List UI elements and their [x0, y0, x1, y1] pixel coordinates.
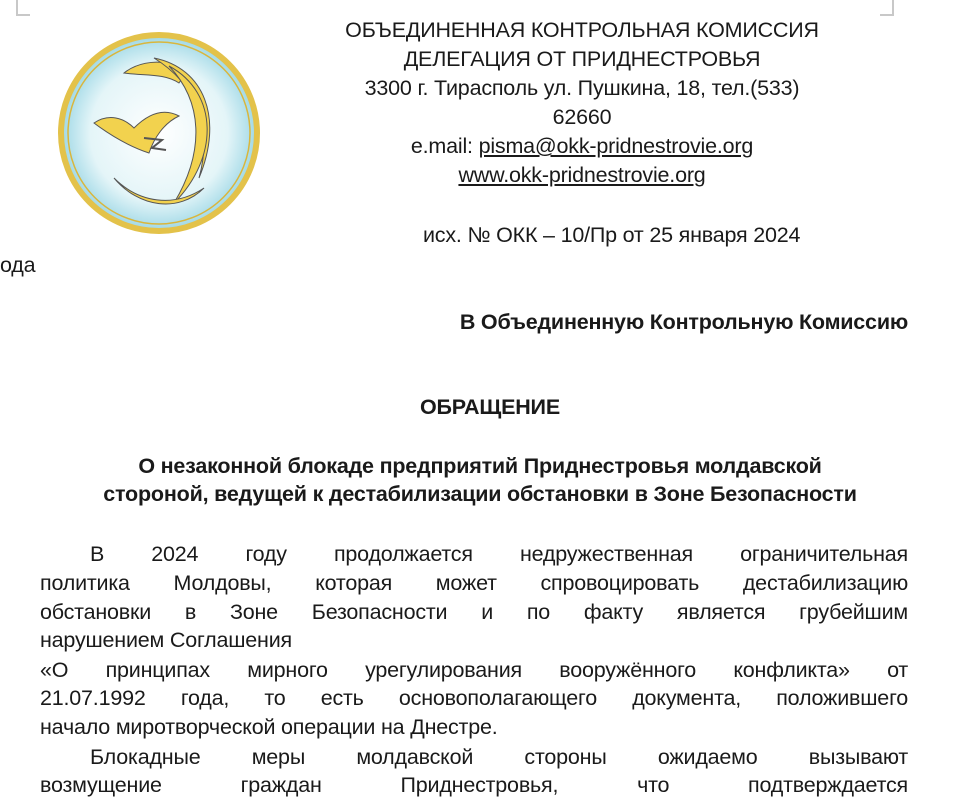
- email-line: [300, 132, 864, 160]
- email-link[interactable]: pisma@okk-pridnestrovie.org: [478, 134, 754, 158]
- addressee: В Объединенную Контрольную Комиссию: [459, 310, 908, 334]
- body-line: «О принципах мирного урегулирования вооружённого конфликта» от: [40, 658, 908, 682]
- reference-number-wrap: ода: [0, 253, 36, 277]
- body-line: Блокадные меры молдавской стороны ожидаемо вызывают: [90, 745, 908, 769]
- body-line: возмущение граждан Приднестровья, что подтверждается: [40, 773, 908, 797]
- website-link[interactable]: www.okk-pridnestrovie.org: [458, 163, 706, 187]
- body-line: нарушением Соглашения: [40, 628, 292, 652]
- okk-logo: [54, 28, 264, 238]
- reference-number: исх. № ОКК – 10/Пр от 25 января 2024: [423, 223, 801, 247]
- body-line: обстановки в Зоне Безопасности и по факту является грубейшим: [40, 600, 908, 624]
- delegation-name: ДЕЛЕГАЦИЯ ОТ ПРИДНЕСТРОВЬЯ: [403, 47, 761, 71]
- body-line: политика Молдовы, которая может спровоцировать дестабилизацию: [40, 571, 908, 595]
- address: 3300 г. Тирасполь ул. Пушкина, 18, тел.(533): [364, 76, 800, 100]
- org-name: ОБЪЕДИНЕННАЯ КОНТРОЛЬНАЯ КОМИССИЯ: [345, 18, 819, 42]
- email-label: e.mail:: [410, 134, 479, 158]
- document-title: ОБРАЩЕНИЕ: [420, 395, 560, 419]
- phone-continuation: 62660: [552, 105, 612, 129]
- page-corner-mark-right: [880, 0, 894, 16]
- subject-line: стороной, ведущей к дестабилизации обстановки в Зоне Безопасности: [103, 482, 857, 506]
- subject-line: О незаконной блокаде предприятий Приднестровья молдавской: [138, 454, 822, 478]
- page-corner-mark-left: [16, 0, 30, 16]
- body-line: В 2024 году продолжается недружественная ограничительная: [90, 542, 908, 566]
- body-line: 21.07.1992 года, то есть основополагающего документа, положившего: [40, 686, 908, 710]
- body-line: начало миротворческой операции на Днестре.: [40, 715, 498, 739]
